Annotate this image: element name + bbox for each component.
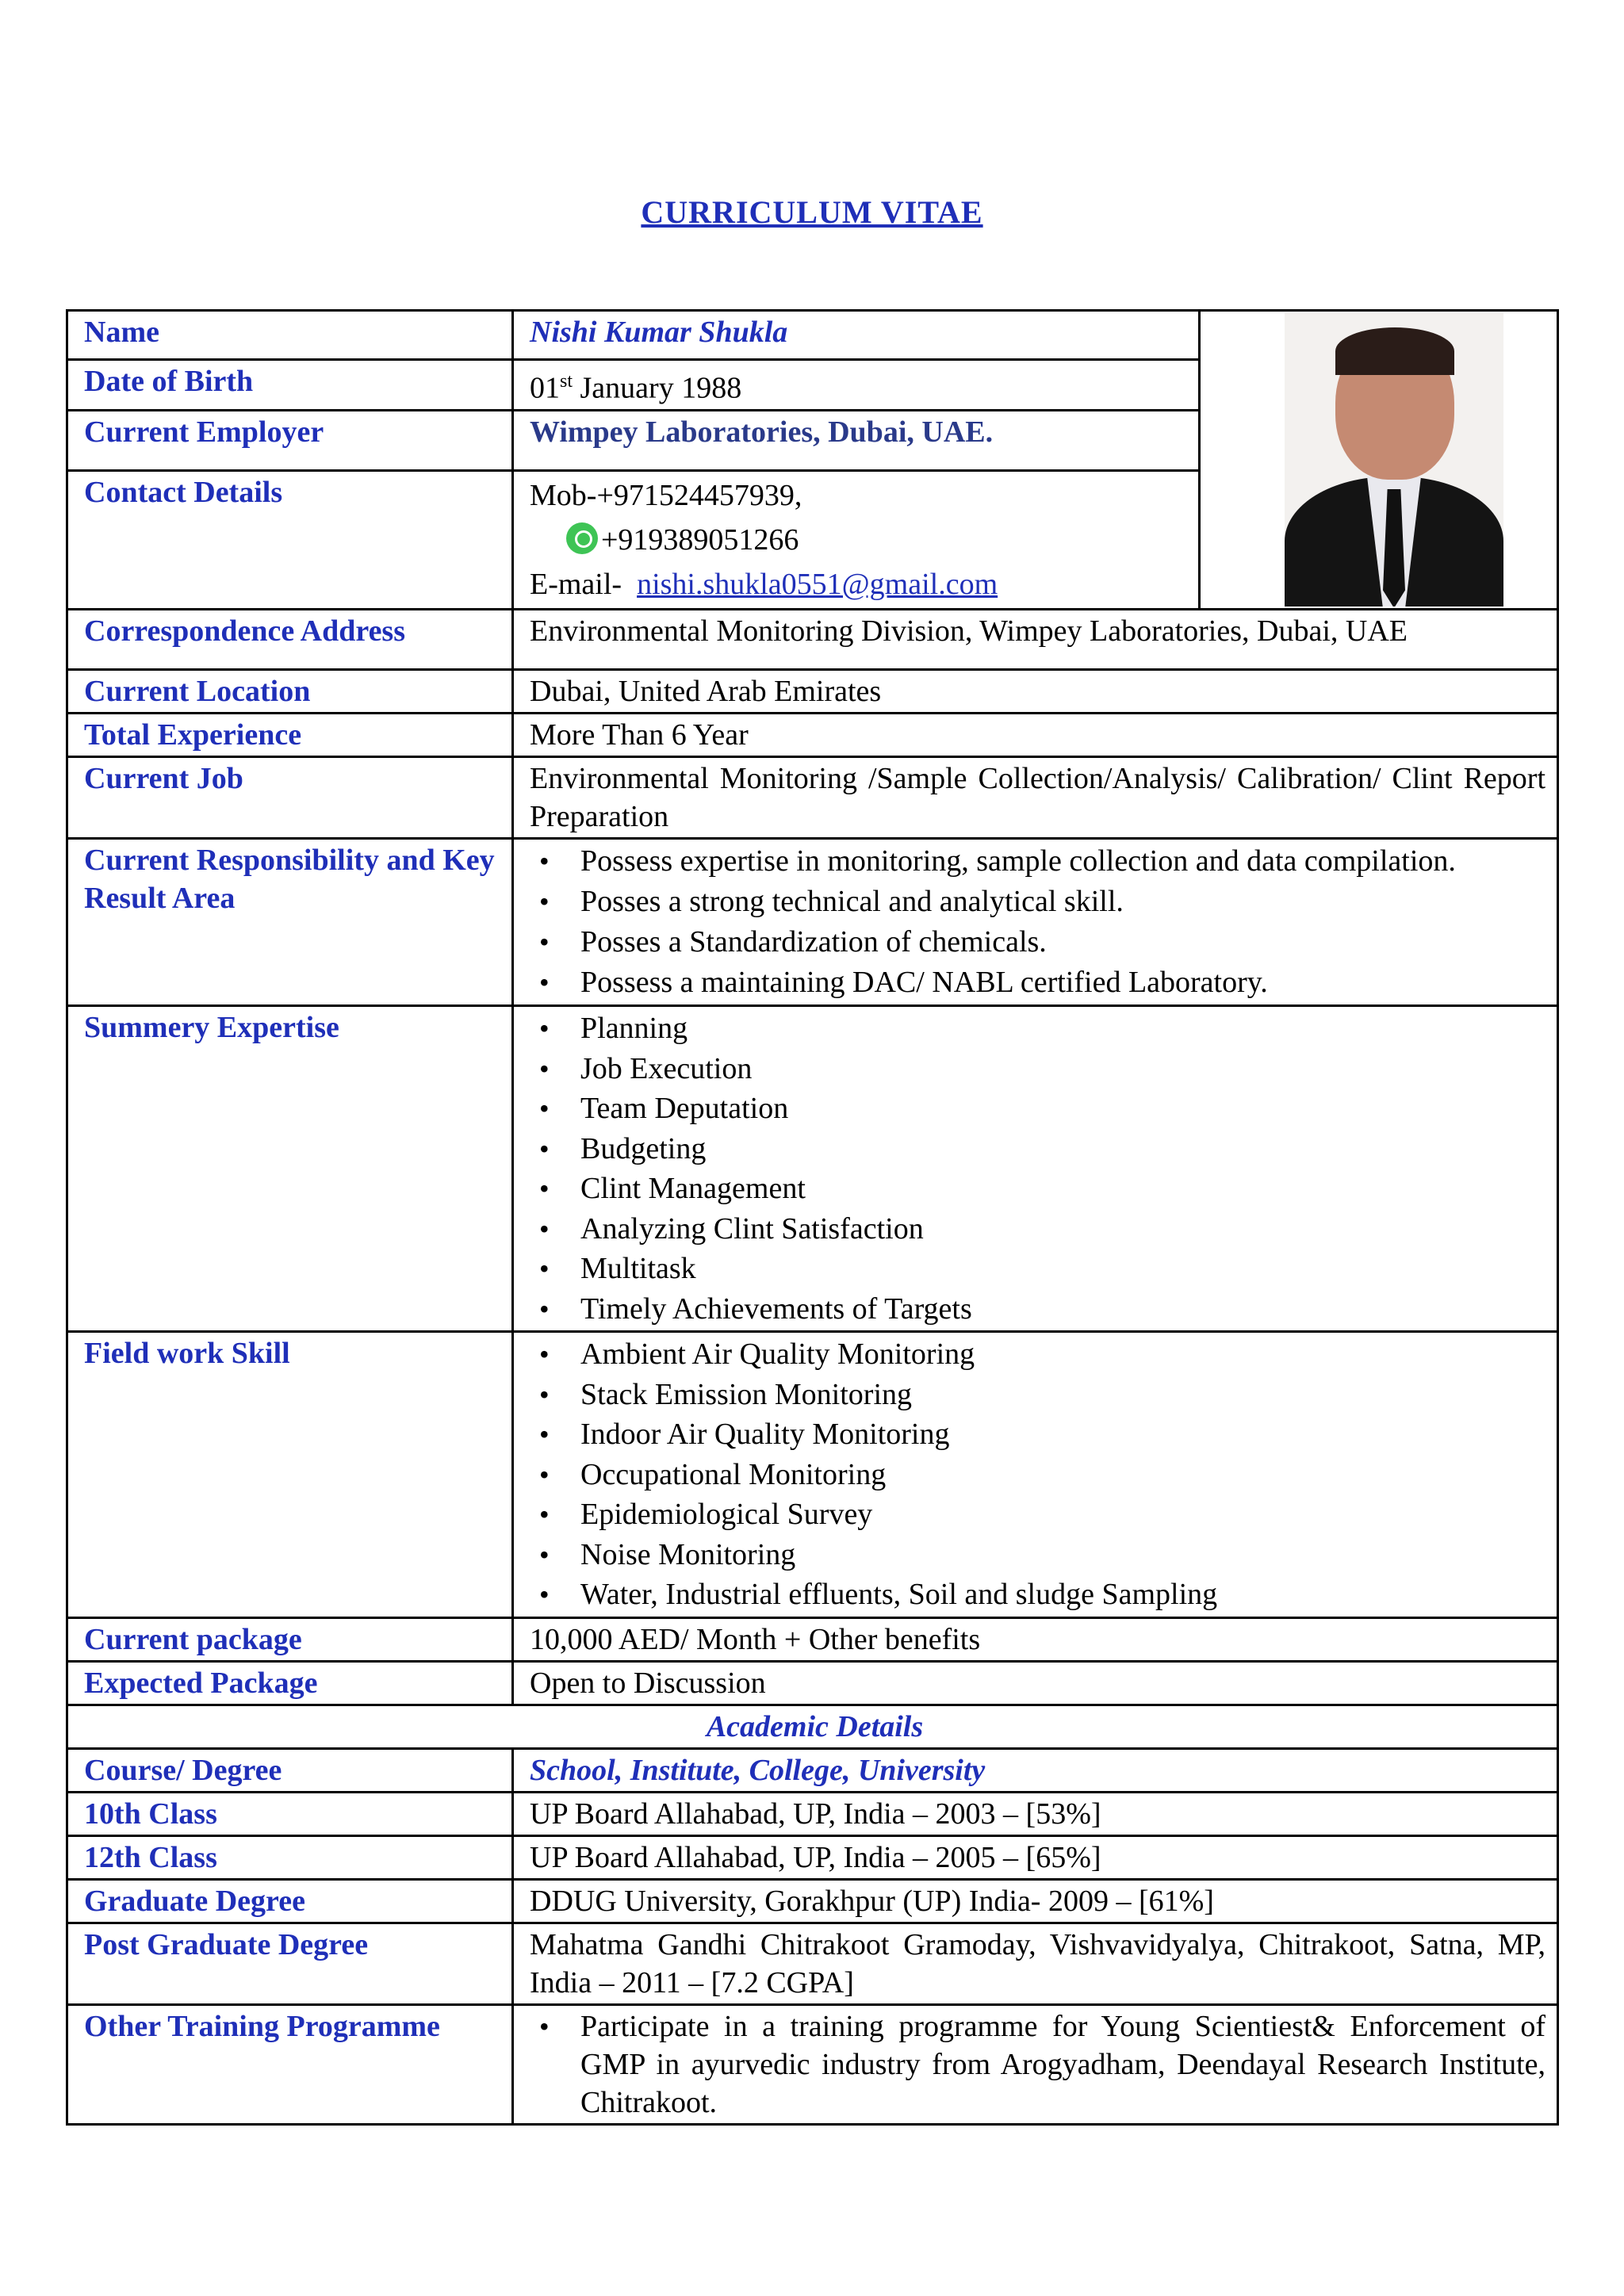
- row-training: [67, 2004, 1558, 2124]
- whatsapp-row: [530, 518, 1187, 562]
- responsibility-label: Current Responsibility and Key Result Area: [67, 839, 513, 1006]
- expected-package-value: Open to Discussion: [513, 1661, 1558, 1705]
- list-item: • Posses a Standardization of chemicals.: [530, 922, 1545, 962]
- list-item: • Multitask: [530, 1249, 1545, 1289]
- list-item: • Indoor Air Quality Monitoring: [530, 1414, 1545, 1455]
- expertise-label: Summery Expertise: [67, 1006, 513, 1332]
- list-item: • Clint Management: [530, 1169, 1545, 1209]
- table-row: [67, 1879, 1558, 1923]
- whatsapp-number: +919389051266: [601, 522, 799, 557]
- name-label: Name: [67, 311, 513, 360]
- expertise-list: [530, 1008, 1545, 1329]
- row-experience: [67, 714, 1558, 757]
- detail-cell: Mahatma Gandhi Chitrakoot Gramoday, Vishvavidyalya, Chitrakoot, Satna, MP, India – 2011 – [7.2 CGPA]: [513, 1923, 1558, 2004]
- responsibility-list: [530, 841, 1545, 1003]
- course-cell: 12th Class: [67, 1835, 513, 1879]
- employer-label: Current Employer: [67, 410, 513, 470]
- mobile-number: Mob-+971524457939,: [530, 478, 802, 512]
- cv-table: [66, 309, 1559, 2126]
- email-row: E-mail- nishi.shukla0551@gmail.com: [530, 567, 998, 601]
- academic-col-school: School, Institute, College, University: [513, 1748, 1558, 1792]
- list-item: • Job Execution: [530, 1049, 1545, 1089]
- row-fieldwork: [67, 1332, 1558, 1618]
- list-item: • Epidemiological Survey: [530, 1494, 1545, 1535]
- row-current-package: [67, 1617, 1558, 1661]
- academic-col-course: Course/ Degree: [67, 1748, 513, 1792]
- training-list: [530, 2007, 1545, 2122]
- row-expertise: [67, 1006, 1558, 1332]
- table-row: [67, 1923, 1558, 2004]
- course-cell: 10th Class: [67, 1792, 513, 1835]
- name-value: Nishi Kumar Shukla: [513, 311, 1200, 360]
- row-responsibility: [67, 839, 1558, 1006]
- document-title: CURRICULUM VITAE: [641, 194, 983, 230]
- academic-heading: Academic Details: [67, 1705, 1558, 1748]
- row-name: [67, 311, 1558, 360]
- employer-value: Wimpey Laboratories, Dubai, UAE.: [513, 410, 1200, 470]
- expected-package-label: Expected Package: [67, 1661, 513, 1705]
- training-list-cell: [513, 2004, 1558, 2124]
- row-academic-heading: [67, 1705, 1558, 1748]
- list-item: • Noise Monitoring: [530, 1535, 1545, 1575]
- list-item: • Possess a maintaining DAC/ NABL certified Laboratory.: [530, 962, 1545, 1003]
- job-value: Environmental Monitoring /Sample Collection/Analysis/ Calibration/ Clint Report Preparation: [513, 757, 1558, 839]
- list-item: • Participate in a training programme for Young Scientiest& Enforcement of GMP in ayurvedic industry from Arogyadham, Deendayal Research Institute, Chitrakoot.: [530, 2007, 1545, 2122]
- list-item: • Timely Achievements of Targets: [530, 1289, 1545, 1330]
- dob-value: 01st January 1988: [513, 360, 1200, 411]
- list-item: • Ambient Air Quality Monitoring: [530, 1334, 1545, 1375]
- experience-value: More Than 6 Year: [513, 714, 1558, 757]
- job-label: Current Job: [67, 757, 513, 839]
- list-item: • Possess expertise in monitoring, sample collection and data compilation.: [530, 841, 1545, 882]
- list-item: • Stack Emission Monitoring: [530, 1375, 1545, 1415]
- list-item: • Analyzing Clint Satisfaction: [530, 1209, 1545, 1249]
- address-label: Correspondence Address: [67, 610, 513, 670]
- course-cell: Post Graduate Degree: [67, 1923, 513, 2004]
- contact-label: Contact Details: [67, 470, 513, 609]
- responsibility-list-cell: [513, 839, 1558, 1006]
- list-item: • Budgeting: [530, 1129, 1545, 1169]
- profile-photo: [1285, 313, 1503, 607]
- location-label: Current Location: [67, 670, 513, 714]
- table-row: [67, 1792, 1558, 1835]
- fieldwork-label: Field work Skill: [67, 1332, 513, 1618]
- list-item: • Posses a strong technical and analytical skill.: [530, 882, 1545, 922]
- list-item: • Team Deputation: [530, 1089, 1545, 1129]
- row-academic-header: [67, 1748, 1558, 1792]
- detail-cell: UP Board Allahabad, UP, India – 2003 – [53%]: [513, 1792, 1558, 1835]
- location-value: Dubai, United Arab Emirates: [513, 670, 1558, 714]
- row-expected-package: [67, 1661, 1558, 1705]
- fieldwork-list: [530, 1334, 1545, 1615]
- list-item: • Water, Industrial effluents, Soil and sludge Sampling: [530, 1575, 1545, 1615]
- detail-cell: DDUG University, Gorakhpur (UP) India- 2009 – [61%]: [513, 1879, 1558, 1923]
- current-package-label: Current package: [67, 1617, 513, 1661]
- list-item: • Planning: [530, 1008, 1545, 1049]
- experience-label: Total Experience: [67, 714, 513, 757]
- row-address: [67, 610, 1558, 670]
- photo-cell: [1200, 311, 1558, 610]
- fieldwork-list-cell: [513, 1332, 1558, 1618]
- course-cell: Graduate Degree: [67, 1879, 513, 1923]
- training-label: Other Training Programme: [67, 2004, 513, 2124]
- expertise-list-cell: [513, 1006, 1558, 1332]
- current-package-value: 10,000 AED/ Month + Other benefits: [513, 1617, 1558, 1661]
- email-link[interactable]: nishi.shukla0551@gmail.com: [637, 567, 998, 601]
- dob-label: Date of Birth: [67, 360, 513, 411]
- detail-cell: UP Board Allahabad, UP, India – 2005 – [65%]: [513, 1835, 1558, 1879]
- address-value: Environmental Monitoring Division, Wimpey Laboratories, Dubai, UAE: [513, 610, 1558, 670]
- row-location: [67, 670, 1558, 714]
- row-job: [67, 757, 1558, 839]
- contact-value: [513, 470, 1200, 609]
- whatsapp-icon: [566, 522, 598, 554]
- list-item: • Occupational Monitoring: [530, 1455, 1545, 1495]
- table-row: [67, 1835, 1558, 1879]
